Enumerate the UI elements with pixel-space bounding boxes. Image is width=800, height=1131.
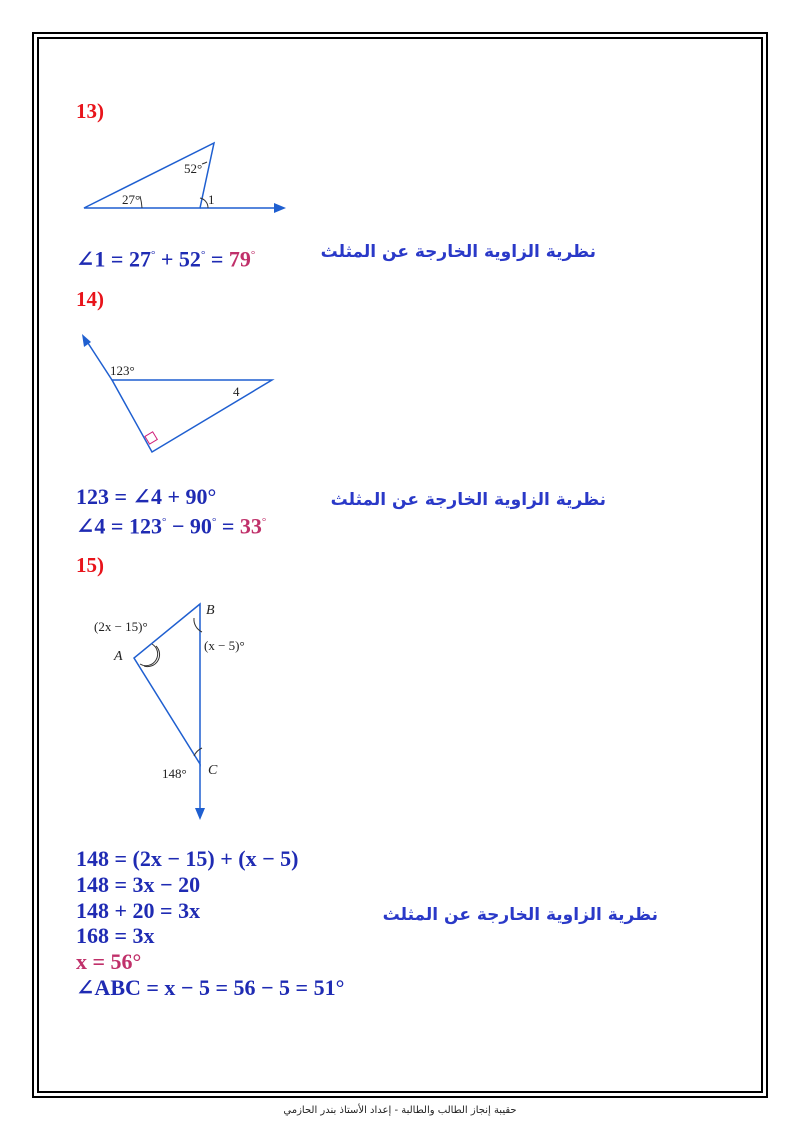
problem-15-theorem: نظرية الزاوية الخارجة عن المثلث (382, 905, 658, 925)
problem-14-equation-1: 123 = ∠4 + 90° (76, 484, 217, 509)
page-footer: حقيبة إنجاز الطالب والطالبة - إعداد الأستاذ بندر الحازمي (283, 1105, 517, 1116)
angle-label-148: 148° (162, 766, 187, 781)
problem-14-number: 14) (76, 287, 104, 311)
problem-15-equation-2: 148 = 3x − 20 (76, 872, 201, 897)
problem-15-equation-3: 148 + 20 = 3x (76, 898, 201, 923)
angle-label-52: 52° (184, 161, 203, 176)
problem-15-equation-6: ∠ABC = x − 5 = 56 − 5 = 51° (76, 975, 345, 1000)
problem-14-equation-2: ∠4 = 123° − 90° = 33° (76, 513, 267, 539)
angle-label-27: 27° (122, 192, 141, 207)
problem-13-theorem: نظرية الزاوية الخارجة عن المثلث (320, 242, 596, 262)
problem-14-theorem: نظرية الزاوية الخارجة عن المثلث (330, 490, 606, 510)
angle-label-2x-15: (2x − 15)° (94, 619, 148, 634)
problem-13-equation: ∠1 = 27° + 52° = 79° (76, 246, 256, 272)
problem-15-equation-4: 168 = 3x (76, 923, 155, 948)
vertex-c: C (208, 763, 218, 778)
angle-label-123: 123° (110, 363, 135, 378)
angle-label-x-5: (x − 5)° (204, 638, 245, 653)
problem-15-equation-1: 148 = (2x − 15) + (x − 5) (76, 846, 299, 871)
problem-15-number: 15) (76, 553, 104, 577)
angle-label-1: 1 (208, 192, 215, 207)
problem-13-number: 13) (76, 99, 104, 123)
problem-13-figure (80, 138, 290, 216)
angle-label-4: 4 (233, 384, 240, 399)
problem-15-equation-5: x = 56° (76, 949, 142, 974)
vertex-b: B (206, 603, 215, 618)
problem-14-figure (76, 330, 286, 460)
vertex-a: A (114, 649, 123, 664)
problem-15-figure (90, 598, 280, 828)
